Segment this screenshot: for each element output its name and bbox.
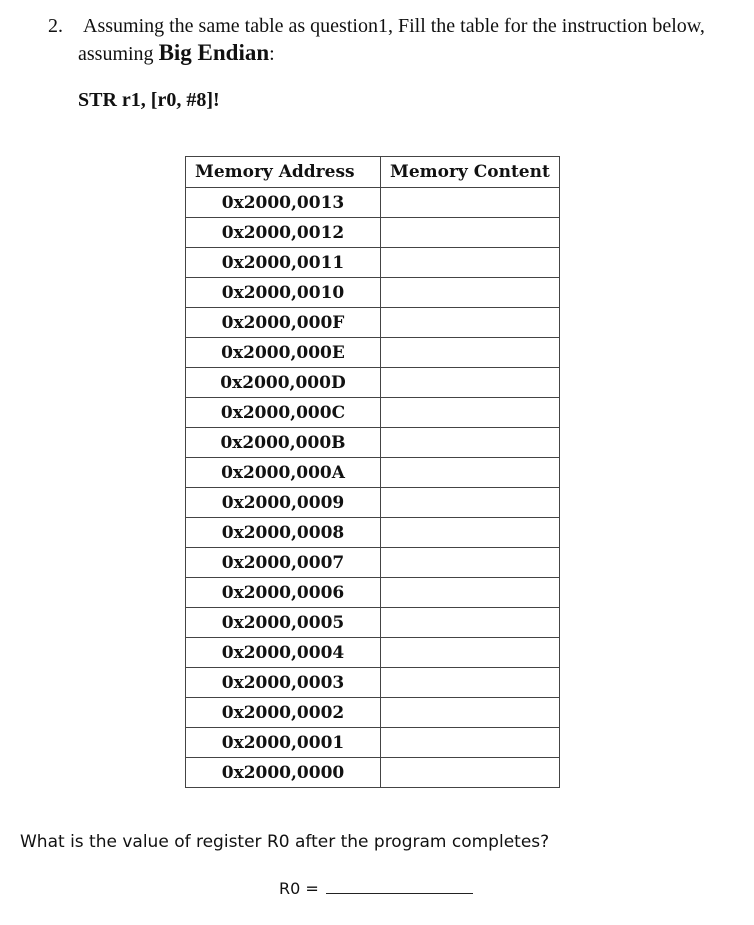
memory-content-cell[interactable] bbox=[381, 548, 560, 578]
table-row bbox=[186, 668, 560, 698]
table-row bbox=[186, 338, 560, 368]
memory-address-cell: 0x2000,000E bbox=[186, 338, 381, 368]
memory-content-cell[interactable] bbox=[381, 188, 560, 218]
memory-content-cell[interactable] bbox=[381, 458, 560, 488]
memory-address-cell: 0x2000,0007 bbox=[186, 548, 381, 578]
memory-address-cell: 0x2000,0011 bbox=[186, 248, 381, 278]
memory-content-cell[interactable] bbox=[381, 608, 560, 638]
memory-table bbox=[185, 156, 560, 788]
memory-address-cell: 0x2000,000C bbox=[186, 398, 381, 428]
memory-content-cell[interactable] bbox=[381, 638, 560, 668]
memory-content-cell[interactable] bbox=[381, 698, 560, 728]
memory-address-cell: 0x2000,000A bbox=[186, 458, 381, 488]
memory-address-cell: 0x2000,0012 bbox=[186, 218, 381, 248]
memory-content-cell[interactable] bbox=[381, 728, 560, 758]
memory-content-cell[interactable] bbox=[381, 278, 560, 308]
memory-address-cell: 0x2000,0005 bbox=[186, 608, 381, 638]
header-memory-address: Memory Address bbox=[186, 157, 381, 188]
memory-content-cell[interactable] bbox=[381, 248, 560, 278]
table-row bbox=[186, 458, 560, 488]
table-row bbox=[186, 308, 560, 338]
memory-address-cell: 0x2000,0002 bbox=[186, 698, 381, 728]
table-row bbox=[186, 548, 560, 578]
memory-content-cell[interactable] bbox=[381, 758, 560, 788]
table-row bbox=[186, 368, 560, 398]
table-row bbox=[186, 728, 560, 758]
table-row bbox=[186, 758, 560, 788]
table-header-row bbox=[186, 157, 560, 188]
table-row bbox=[186, 698, 560, 728]
question-number: 2. bbox=[48, 15, 63, 37]
memory-table-body bbox=[186, 188, 560, 788]
memory-address-cell: 0x2000,0003 bbox=[186, 668, 381, 698]
memory-address-cell: 0x2000,0001 bbox=[186, 728, 381, 758]
question-line-1: Assuming the same table as question1, Fill the table for the instruction below, bbox=[83, 15, 705, 37]
memory-address-cell: 0x2000,0008 bbox=[186, 518, 381, 548]
memory-content-cell[interactable] bbox=[381, 428, 560, 458]
r0-answer-label: R0 = bbox=[279, 879, 319, 898]
table-row bbox=[186, 248, 560, 278]
memory-content-cell[interactable] bbox=[381, 488, 560, 518]
header-memory-content: Memory Content bbox=[381, 157, 560, 188]
instruction-text: STR r1, [r0, #8]! bbox=[78, 89, 220, 111]
table-row bbox=[186, 578, 560, 608]
memory-content-cell[interactable] bbox=[381, 338, 560, 368]
memory-address-cell: 0x2000,0013 bbox=[186, 188, 381, 218]
memory-address-cell: 0x2000,0006 bbox=[186, 578, 381, 608]
question-line-2-prefix: assuming bbox=[78, 43, 154, 65]
endianness-emphasis: Big Endian bbox=[158, 40, 270, 65]
memory-content-cell[interactable] bbox=[381, 398, 560, 428]
memory-address-cell: 0x2000,000D bbox=[186, 368, 381, 398]
table-row bbox=[186, 398, 560, 428]
question-line-2-suffix: : bbox=[269, 43, 275, 65]
memory-content-cell[interactable] bbox=[381, 578, 560, 608]
memory-address-cell: 0x2000,0009 bbox=[186, 488, 381, 518]
table-row bbox=[186, 638, 560, 668]
r0-answer-blank[interactable] bbox=[326, 881, 473, 894]
memory-content-cell[interactable] bbox=[381, 518, 560, 548]
memory-address-cell: 0x2000,0004 bbox=[186, 638, 381, 668]
memory-content-cell[interactable] bbox=[381, 218, 560, 248]
table-row bbox=[186, 488, 560, 518]
table-row bbox=[186, 518, 560, 548]
memory-content-cell[interactable] bbox=[381, 368, 560, 398]
memory-content-cell[interactable] bbox=[381, 668, 560, 698]
table-row bbox=[186, 278, 560, 308]
memory-address-cell: 0x2000,0010 bbox=[186, 278, 381, 308]
memory-content-cell[interactable] bbox=[381, 308, 560, 338]
memory-address-cell: 0x2000,0000 bbox=[186, 758, 381, 788]
memory-address-cell: 0x2000,000B bbox=[186, 428, 381, 458]
question-line-2 bbox=[78, 40, 275, 67]
table-row bbox=[186, 218, 560, 248]
followup-question: What is the value of register R0 after the program completes? bbox=[20, 832, 550, 852]
memory-address-cell: 0x2000,000F bbox=[186, 308, 381, 338]
table-row bbox=[186, 608, 560, 638]
table-row bbox=[186, 428, 560, 458]
r0-answer bbox=[279, 879, 473, 898]
table-row bbox=[186, 188, 560, 218]
